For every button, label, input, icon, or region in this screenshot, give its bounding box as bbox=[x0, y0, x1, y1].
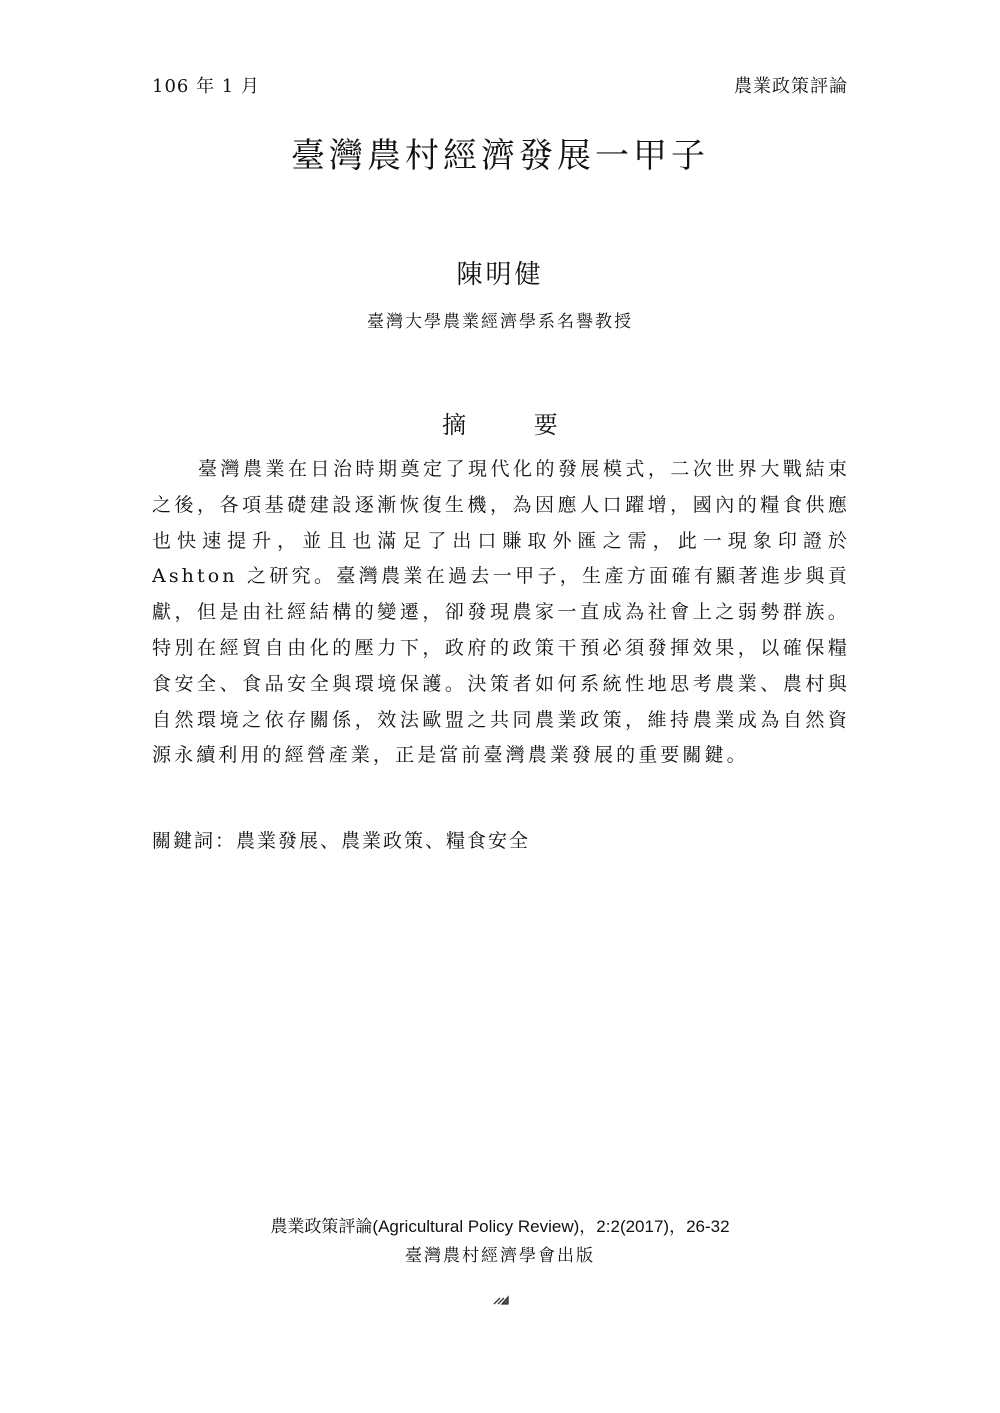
abstract-heading: 摘 要 bbox=[442, 411, 588, 439]
page-mark-icon bbox=[493, 1295, 511, 1305]
abstract-text: 臺灣農業在日治時期奠定了現代化的發展模式，二次世界大戰結束之後，各項基礎建設逐漸恢復生機，為因應人口躍增，國內的糧食供應也快速提升，並且也滿足了出口賺取外匯之需，此一現象印證於 Ashton 之研究。臺灣農業在過去一甲子，生產方面確有顯著進步與貢獻，但是由社經結構的變遷，卻發現農家一直成為社會上之弱勢群族。特別在經貿自由化的壓力下，政府的政策干預必須發揮效果，以確保糧食安全、食品安全與環境保護。決策者如何系統性地思考農業、農村與自然環境之依存關係，效法歐盟之共同農業政策，維持農業成為自然資源永續利用的經營產業，正是當前臺灣農業發展的重要關鍵。 bbox=[152, 458, 850, 767]
footer-publisher: 臺灣農村經濟學會出版 bbox=[405, 1246, 595, 1266]
keywords-text: 農業發展、農業政策、糧食安全 bbox=[236, 830, 531, 852]
paper-title: 臺灣農村經濟發展一甲子 bbox=[291, 136, 709, 176]
author-affiliation: 臺灣大學農業經濟學系名譽教授 bbox=[367, 312, 633, 332]
footer-journal-en: (Agricultural Policy Review)，2:2(2017)，26-32 bbox=[372, 1217, 730, 1236]
header-journal: 農業政策評論 bbox=[734, 76, 848, 97]
author-name: 陳明健 bbox=[456, 260, 544, 290]
header-date: 106 年 1 月 bbox=[152, 76, 260, 97]
footer-journal-zh: 農業政策評論 bbox=[270, 1217, 373, 1237]
footer-citation bbox=[0, 1212, 1000, 1237]
keywords-label: 關鍵詞： bbox=[152, 830, 237, 852]
keywords bbox=[152, 826, 530, 853]
